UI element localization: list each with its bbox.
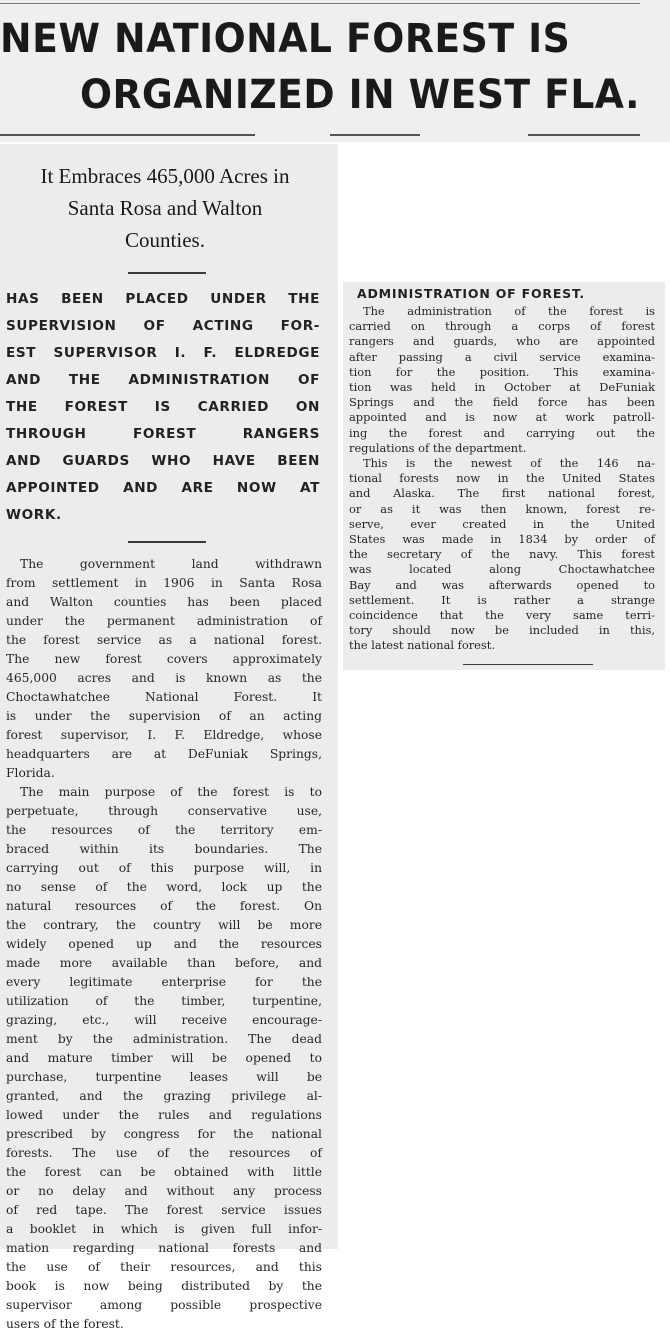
body-line: tional forests now in the United States	[349, 471, 655, 486]
body-line: the forest can be obtained with little	[6, 1165, 322, 1179]
body-line: the latest national forest.	[349, 638, 495, 653]
body-line: ment by the administration. The dead	[6, 1032, 322, 1046]
deck-line: AND THE ADMINISTRATION OF	[6, 372, 320, 388]
body-line: carried on through a corps of forest	[349, 319, 655, 334]
body-line: purchase, turpentine leases will be	[6, 1070, 322, 1084]
body-line: serve, ever created in the United	[349, 516, 655, 531]
body-line: made more available than before, and	[6, 956, 322, 970]
body-line: of red tape. The forest service issues	[6, 1203, 322, 1217]
body-line: users of the forest.	[6, 1317, 124, 1331]
body-line: The administration of the forest is	[363, 304, 655, 318]
body-line: the use of their resources, and this	[6, 1260, 322, 1274]
left-column	[0, 144, 338, 1331]
deck	[6, 286, 320, 529]
headline-line-1: NEW NATIONAL FOREST IS	[0, 16, 571, 62]
body-line: mation regarding national forests and	[6, 1241, 322, 1255]
body-line: the resources of the territory em-	[6, 823, 322, 837]
deck-line: EST SUPERVISOR I. F. ELDREDGE	[6, 345, 320, 361]
body-line: a booklet in which is given full infor-	[6, 1222, 322, 1236]
body-line: coincidence that the very same terri-	[349, 608, 655, 623]
right-body	[349, 304, 655, 654]
body-line: forests. The use of the resources of	[6, 1146, 322, 1160]
body-line: under the permanent administration of	[6, 614, 322, 628]
deck-line: AND GUARDS WHO HAVE BEEN	[6, 453, 320, 469]
body-line: tion was held in October at DeFuniak	[349, 380, 655, 395]
body-line: grazing, etc., will receive encourage-	[6, 1013, 322, 1027]
body-line: after passing a civil service examina-	[349, 349, 655, 364]
body-line: Springs and the field force has been	[349, 395, 655, 410]
subhead	[0, 160, 330, 256]
deck-line: WORK.	[6, 507, 62, 523]
deck-line: SUPERVISION OF ACTING FOR-	[6, 318, 320, 334]
deck-line: THROUGH FOREST RANGERS	[6, 426, 320, 442]
subhead-line: Santa Rosa and Walton	[67, 196, 263, 220]
headline-bottom-rule-right	[528, 134, 640, 136]
body-line: every legitimate enterprise for the	[6, 975, 322, 989]
body-line: perpetuate, through conservative use,	[6, 804, 322, 818]
deck-line: APPOINTED AND ARE NOW AT	[6, 480, 320, 496]
body-line: The government land withdrawn	[20, 557, 322, 571]
body-line: tion for the position. This examina-	[349, 364, 655, 379]
body-line: carrying out of this purpose will, in	[6, 861, 322, 875]
body-line: settlement. It is rather a strange	[349, 592, 655, 607]
body-line: braced within its boundaries. The	[6, 842, 322, 856]
body-line: book is now being distributed by the	[6, 1279, 322, 1293]
left-body	[6, 555, 322, 1334]
body-line: the forest service as a national forest.	[6, 633, 322, 647]
body-line: Florida.	[6, 766, 55, 780]
body-line: tory should now be included in this,	[349, 623, 655, 638]
headline-bottom-rule-mid	[330, 134, 420, 136]
body-line: and mature timber will be opened to	[6, 1051, 322, 1065]
top-rule	[0, 3, 640, 4]
body-line: headquarters are at DeFuniak Springs,	[6, 747, 322, 761]
body-line: or as it was then known, forest re-	[349, 501, 655, 516]
subhead-rule	[128, 272, 206, 274]
body-line: rangers and guards, who are appointed	[349, 334, 655, 349]
deck-rule	[128, 541, 206, 543]
body-line: from settlement in 1906 in Santa Rosa	[6, 576, 322, 590]
right-heading: ADMINISTRATION OF FOREST.	[357, 286, 585, 301]
subhead-line: Counties.	[125, 228, 205, 252]
body-line: the contrary, the country will be more	[6, 918, 322, 932]
right-bottom-rule	[463, 664, 593, 665]
body-line: widely opened up and the resources	[6, 937, 322, 951]
deck-line: THE FOREST IS CARRIED ON	[6, 399, 320, 415]
body-line: appointed and is now at work patroll-	[349, 410, 655, 425]
body-line: States was made in 1834 by order of	[349, 532, 655, 547]
headline-line-2: ORGANIZED IN WEST FLA.	[80, 72, 640, 118]
body-line: The main purpose of the forest is to	[20, 785, 322, 799]
body-line: supervisor among possible prospective	[6, 1298, 322, 1312]
subhead-line: It Embraces 465,000 Acres in	[40, 164, 290, 188]
right-column	[343, 282, 665, 670]
body-line: utilization of the timber, turpentine,	[6, 994, 322, 1008]
body-line: regulations of the department.	[349, 440, 527, 455]
body-line: Bay and was afterwards opened to	[349, 577, 655, 592]
deck-line: HAS BEEN PLACED UNDER THE	[6, 291, 320, 307]
body-line: and Walton counties has been placed	[6, 595, 322, 609]
headline-bottom-rule-left	[0, 134, 255, 136]
body-line: is under the supervision of an acting	[6, 709, 322, 723]
body-line: This is the newest of the 146 na-	[363, 456, 655, 471]
headline-strip	[0, 0, 670, 142]
body-line: natural resources of the forest. On	[6, 899, 322, 913]
body-line: The new forest covers approximately	[6, 652, 322, 666]
body-line: forest supervisor, I. F. Eldredge, whose	[6, 728, 322, 742]
body-line: and Alaska. The first national forest,	[349, 486, 655, 501]
body-line: lowed under the rules and regulations	[6, 1108, 322, 1122]
body-line: the secretary of the navy. This forest	[349, 547, 655, 562]
body-line: was located along Choctawhatchee	[349, 562, 655, 577]
body-line: Choctawhatchee National Forest. It	[6, 690, 322, 704]
body-line: prescribed by congress for the national	[6, 1127, 322, 1141]
body-line: no sense of the word, lock up the	[6, 880, 322, 894]
body-line: 465,000 acres and is known as the	[6, 671, 322, 685]
body-line: ing the forest and carrying out the	[349, 425, 655, 440]
body-line: or no delay and without any process	[6, 1184, 322, 1198]
body-line: granted, and the grazing privilege al-	[6, 1089, 322, 1103]
